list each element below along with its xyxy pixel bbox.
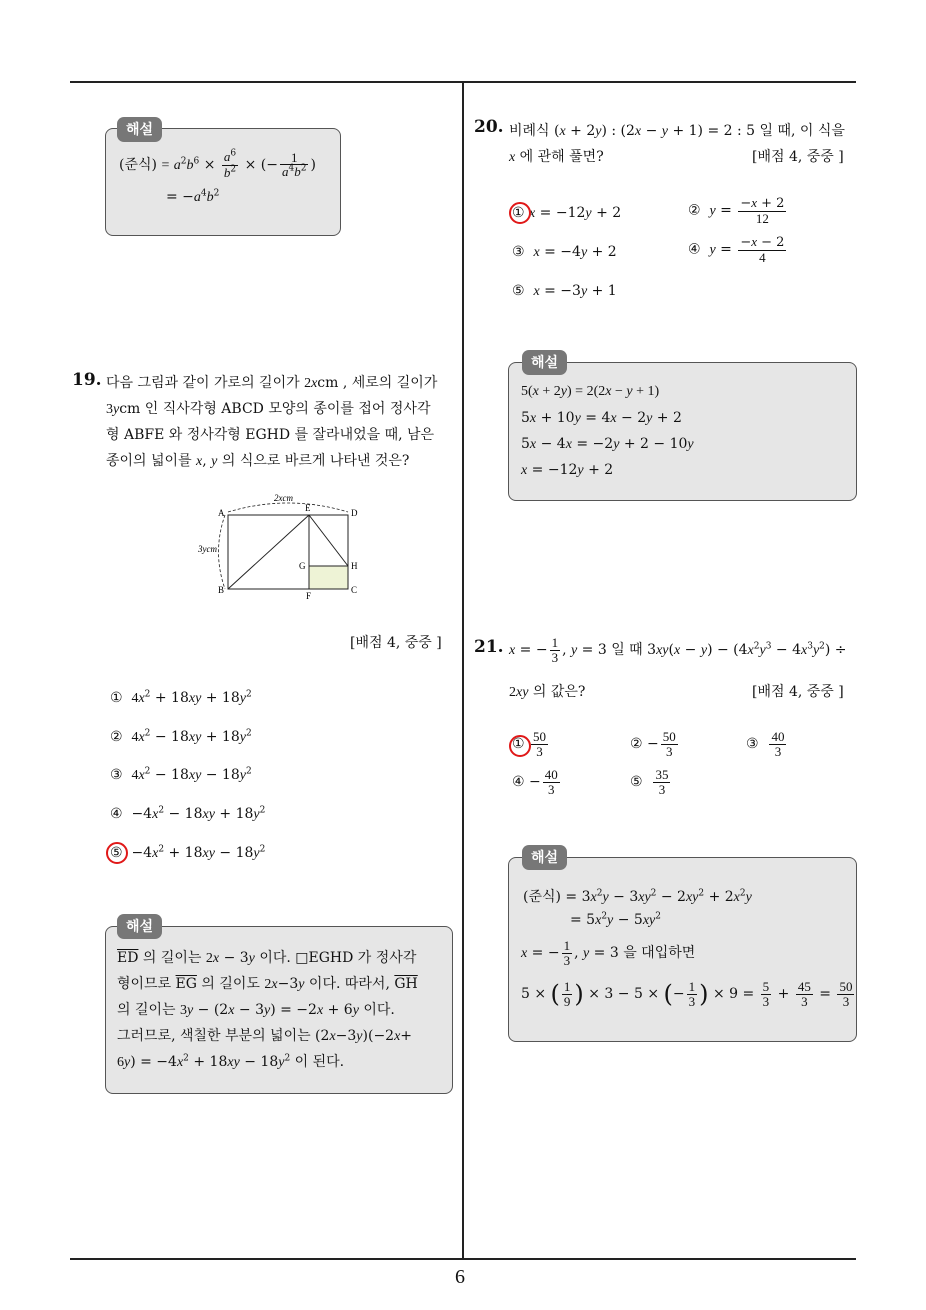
q20-number: 20.: [474, 117, 504, 137]
q18-solution-box: [105, 128, 341, 236]
q20-solution-box: [508, 362, 857, 501]
q21-option-2[interactable]: ② − $\frac{50}{3}$: [630, 729, 676, 759]
q21-solution-line-2: = $5x^2y - 5xy^2$: [570, 911, 661, 928]
q21-solution-line-3: x = − $\frac{1}{3}$ , y = 3 을 대입하면: [521, 938, 696, 968]
q20-solution-line-4: x = −12y + 2: [521, 462, 614, 478]
q20-solution-tag: 해설: [522, 350, 567, 375]
q21-option-4[interactable]: ④ − $\frac{40}{3}$: [512, 767, 558, 797]
q20-option-1[interactable]: ① x = −12y + 2: [512, 205, 622, 221]
q18-solution-tag: 해설: [117, 117, 162, 142]
q20-solution-line-3: 5x − 4x = −2y + 2 − 10y: [521, 436, 694, 452]
width-arc: [228, 503, 348, 512]
q20-solution-line-2: 5x + 10y = 4x − 2y + 2: [521, 410, 682, 426]
q19-option-1[interactable]: ① $4x^2 + 18xy + 18y^2$: [110, 689, 252, 706]
point-b: B: [218, 585, 225, 595]
q19-solution-tag: 해설: [117, 914, 162, 939]
q20-solution-line-1: 5(x + 2y) = 2(2x − y + 1): [521, 384, 660, 399]
height-label: 3ycm: [198, 544, 217, 554]
q19-solution-line-4: 그러므로, 색칠한 부분의 넓이는 (2x−3y)(−2x+: [117, 1028, 413, 1044]
q21-solution-line-4: 5 × ( $\frac{1}{9}$ ) × 3 − 5 × (− $\frac{1}{3}$ ) × 9 = $\frac{5}{3}$ + $\frac{45}{3}$ = $\frac{50}{3}$: [521, 979, 853, 1009]
column-divider: [462, 82, 464, 1259]
q19-option-5[interactable]: ⑤ $-4x^2 + 18xy - 18y^2$: [110, 844, 266, 861]
q21-solution-line-1: (준식) = $3x^2y - 3xy^2 - 2xy^2 + 2x^2y$: [523, 888, 752, 905]
page-number: 6: [455, 1266, 465, 1288]
q19-solution-line-5: $6y) = -4x^2 + 18xy - 18y^2$ 이 된다.: [117, 1053, 345, 1070]
q18-solution-line-2: = $-a^4b^2$: [166, 188, 220, 205]
point-e: E: [305, 503, 311, 513]
segment-eh: [309, 515, 348, 566]
point-c: C: [351, 585, 358, 595]
q20-option-5[interactable]: ⑤ x = −3y + 1: [512, 283, 617, 299]
q19-solution-line-1: $\overline{ED}$ 의 길이는 2x − 3y 이다. □EGHD 가 정사각: [117, 950, 417, 966]
q21-text-line-1: x = − $\frac{1}{3}$ , y = 3 일 때 $3xy(x - y) - (4x^2y^3 - 4x^3y^2)$ ÷: [509, 635, 847, 665]
q21-option-3[interactable]: ③ $\frac{40}{3}$: [746, 729, 785, 759]
q20-option-4[interactable]: ④ y = $\frac{-x - 2}{4}$: [688, 234, 785, 265]
q20-option-3[interactable]: ③ x = −4y + 2: [512, 244, 617, 260]
q19-text-line-1: 다음 그림과 같이 가로의 길이가 2xcm , 세로의 길이가: [106, 375, 438, 391]
q18-solution-line-1: (준식) = $a^2b^6$ × $\frac{a^6}{b^2}$ × (− $\frac{1}{a^4b^2}$ ): [119, 148, 316, 180]
q19-answer-circle: [106, 842, 128, 864]
q19-option-4[interactable]: ④ $-4x^2 - 18xy + 18y^2$: [110, 805, 266, 822]
segment-be: [228, 515, 309, 589]
q21-option-1[interactable]: ① $\frac{50}{3}$: [512, 729, 547, 759]
q21-option-5[interactable]: ⑤ $\frac{35}{3}$: [630, 767, 669, 797]
q21-solution-tag: 해설: [522, 845, 567, 870]
q21-answer-circle: [509, 735, 531, 757]
q19-text-line-2: 3ycm 인 직사각형 ABCD 모양의 종이를 접어 정사각: [106, 401, 431, 417]
q21-number: 21.: [474, 637, 504, 657]
point-f: F: [306, 591, 312, 601]
point-h: H: [351, 561, 358, 571]
bottom-rule: [70, 1258, 856, 1260]
q19-text-line-4: 종이의 넓이를 x, y 의 식으로 바르게 나타낸 것은?: [106, 453, 410, 469]
height-arc: [219, 515, 226, 589]
width-label: 2xcm: [274, 493, 293, 503]
q20-answer-circle: [509, 202, 531, 224]
q20-text-line-1: 비례식 (x + 2y) : (2x − y + 1) = 2 : 5 일 때, 이 식을: [509, 123, 845, 139]
q19-solution-line-2: 형이므로 $\overline{EG}$ 의 길이도 2x−3y 이다. 따라서, $\overline{GH}$: [117, 976, 418, 992]
point-a: A: [218, 508, 225, 518]
q19-rectangle-figure: [190, 490, 370, 602]
q21-score: [배점 4, 중중 ]: [752, 684, 844, 700]
q19-number: 19.: [72, 370, 102, 390]
q19-solution-line-3: 의 길이는 3y − (2x − 3y) = −2x + 6y 이다.: [117, 1002, 395, 1018]
q19-score: [배점 4, 중중 ]: [350, 635, 442, 651]
q19-option-2[interactable]: ② $4x^2 - 18xy + 18y^2$: [110, 728, 252, 745]
q19-text-line-3: 형 ABFE 와 정사각형 EGHD 를 잘라내었을 때, 남은: [106, 427, 435, 443]
q19-option-3[interactable]: ③ $4x^2 - 18xy - 18y^2$: [110, 766, 252, 783]
shaded-region: [309, 566, 348, 589]
point-g: G: [299, 561, 306, 571]
q20-option-2[interactable]: ② y = $\frac{-x + 2}{12}$: [688, 195, 785, 226]
q20-text-line-2: x 에 관해 풀면?: [509, 149, 604, 165]
q20-score: [배점 4, 중중 ]: [752, 149, 844, 165]
q21-text-line-2: 2xy 의 값은?: [509, 684, 586, 700]
point-d: D: [351, 508, 358, 518]
